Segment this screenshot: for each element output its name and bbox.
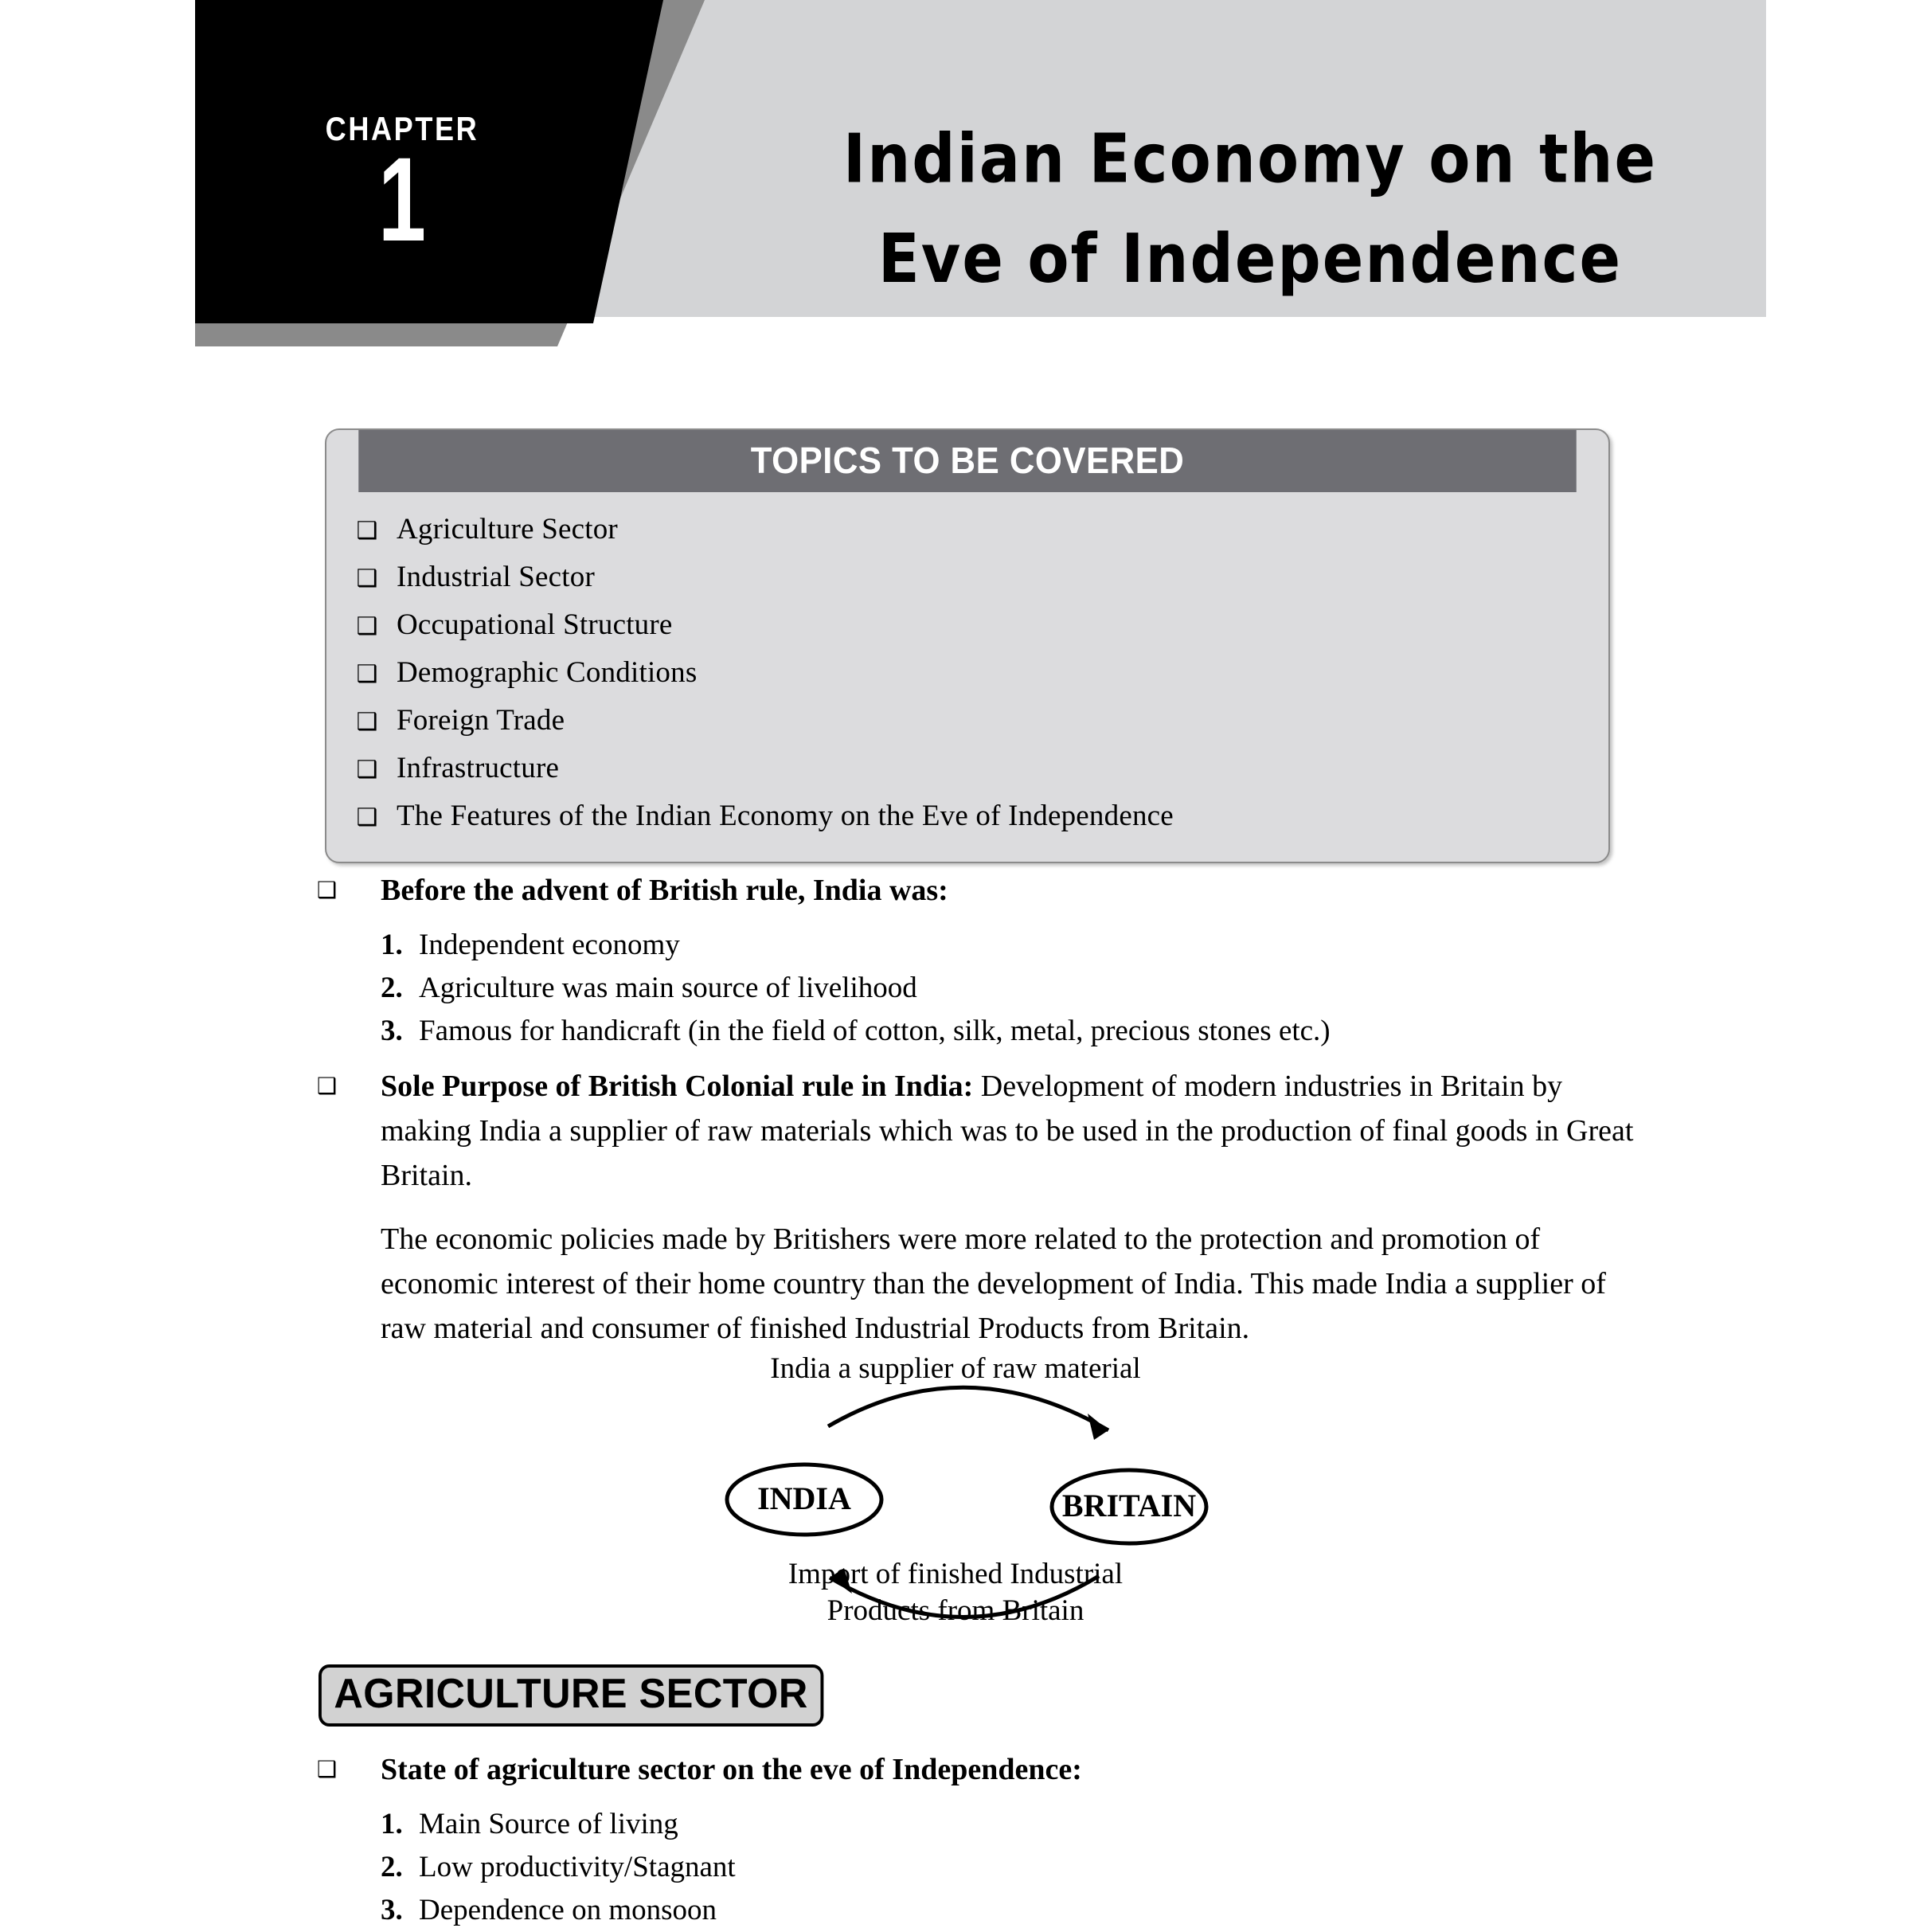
bullet-paragraph xyxy=(381,1064,1640,1198)
topics-list xyxy=(326,492,1608,862)
bullet-body-text: Development of modern industries in Britain by making India a supplier of raw materials which was to be used in the production of final goods in Great Britain. xyxy=(381,1070,1634,1192)
chapter-number: 1 xyxy=(377,132,427,266)
bullet-heading-text: Sole Purpose of British Colonial rule in India: xyxy=(381,1070,974,1103)
checkbox-bullet-icon: ❑ xyxy=(356,612,378,640)
node-india-label: INDIA xyxy=(757,1480,851,1516)
list-item xyxy=(326,793,1608,841)
diagram-caption-top: India a supplier of raw material xyxy=(770,1352,1141,1385)
india-britain-trade-diagram xyxy=(0,1351,1911,1629)
list-marker: 2. xyxy=(381,1851,403,1883)
topic-label: Foreign Trade xyxy=(397,704,565,737)
checkbox-bullet-icon: ❑ xyxy=(356,517,378,545)
page-title xyxy=(780,109,1720,309)
bullet-heading xyxy=(381,868,948,913)
list-item xyxy=(381,1889,1911,1932)
list-item-text: Agriculture was main source of livelihood xyxy=(419,972,917,1004)
section-heading-agriculture: AGRICULTURE SECTOR xyxy=(318,1664,823,1727)
bullet-heading xyxy=(381,1747,1082,1792)
list-marker: 3. xyxy=(381,1894,403,1926)
document-content xyxy=(0,868,1911,1932)
checkbox-bullet-icon: ❑ xyxy=(317,877,338,903)
list-item xyxy=(326,698,1608,745)
list-item xyxy=(326,602,1608,650)
list-item-text: Dependence on monsoon xyxy=(419,1894,717,1926)
checkbox-bullet-icon: ❑ xyxy=(356,565,378,593)
list-item-text: Independent economy xyxy=(419,929,680,961)
numbered-list-state-of-agriculture xyxy=(0,1803,1911,1932)
list-item xyxy=(326,506,1608,554)
bullet-item-before-british-rule xyxy=(0,868,1911,913)
checkbox-bullet-icon: ❑ xyxy=(317,1073,338,1099)
bullet-heading-text: State of agriculture sector on the eve of Independence: xyxy=(381,1753,1082,1786)
list-marker: 2. xyxy=(381,972,403,1004)
agriculture-section xyxy=(0,1629,1911,1727)
list-marker: 3. xyxy=(381,1015,403,1047)
chapter-word-label: CHAPTER xyxy=(325,110,479,147)
topic-label: Demographic Conditions xyxy=(397,656,698,689)
bullet-item-state-of-agriculture xyxy=(0,1747,1911,1792)
list-item xyxy=(381,1846,1911,1889)
bullet-item-sole-purpose xyxy=(0,1064,1911,1198)
topics-to-be-covered-box xyxy=(325,428,1610,863)
topic-label: The Features of the Indian Economy on the Eve of Independence xyxy=(397,800,1174,832)
checkbox-bullet-icon: ❑ xyxy=(356,660,378,688)
diagram-caption-bottom-line-2: Products from Britain xyxy=(827,1594,1084,1627)
checkbox-bullet-icon: ❑ xyxy=(356,804,378,831)
arrow-india-to-britain xyxy=(828,1387,1108,1430)
page-title-line-1: Indian Economy on the xyxy=(842,118,1658,198)
list-item xyxy=(381,1010,1911,1053)
checkbox-bullet-icon: ❑ xyxy=(356,708,378,736)
list-marker: 1. xyxy=(381,1808,403,1840)
topic-label: Occupational Structure xyxy=(397,608,673,641)
node-britain-label: BRITAIN xyxy=(1061,1488,1197,1523)
economic-policies-paragraph: The economic policies made by Britishers were more related to the protection and promotion of economic interest of their home country than the development of India. This made India a supplier of raw material and consumer of finished Industrial Products from Britain. xyxy=(381,1222,1606,1345)
topic-label: Agriculture Sector xyxy=(397,513,618,546)
list-item xyxy=(381,1803,1911,1846)
topics-box-header: TOPICS TO BE COVERED xyxy=(358,430,1577,492)
topic-label: Infrastructure xyxy=(397,752,560,784)
list-item xyxy=(326,745,1608,793)
list-item xyxy=(381,924,1911,967)
bullet-heading-text: Before the advent of British rule, India was: xyxy=(381,874,948,907)
checkbox-bullet-icon: ❑ xyxy=(317,1756,338,1782)
list-marker: 1. xyxy=(381,929,403,961)
topic-label: Industrial Sector xyxy=(397,561,595,593)
list-item xyxy=(381,967,1911,1010)
list-item-text: Famous for handicraft (in the field of cotton, silk, metal, precious stones etc.) xyxy=(419,1015,1331,1047)
numbered-list-before-british-rule xyxy=(0,924,1911,1053)
chapter-banner xyxy=(0,0,1911,350)
list-item xyxy=(326,650,1608,698)
page-title-line-2: Eve of Independence xyxy=(877,218,1623,298)
list-item xyxy=(326,554,1608,602)
list-item-text: Low productivity/Stagnant xyxy=(419,1851,736,1883)
list-item-text: Main Source of living xyxy=(419,1808,678,1840)
diagram-caption-bottom-line-1: Import of finished Industrial xyxy=(787,1558,1124,1590)
checkbox-bullet-icon: ❑ xyxy=(356,756,378,784)
